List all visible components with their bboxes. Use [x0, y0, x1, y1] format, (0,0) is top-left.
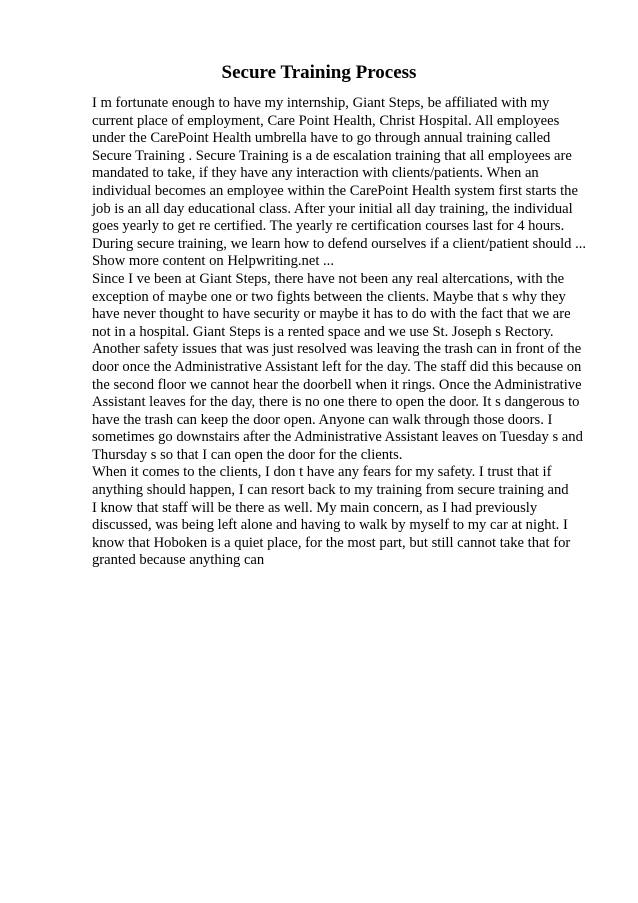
body-line: When it comes to the clients, I don t have any fears for my safety. I trust that if [92, 464, 552, 481]
body-line: exception of maybe one or two fights between the clients. Maybe that s why they [92, 288, 566, 305]
body-line: discussed, was being left alone and having to walk by myself to my car at night. I [92, 517, 568, 534]
body-line: Thursday s so that I can open the door for the clients. [92, 446, 403, 463]
body-line: anything should happen, I can resort back to my training from secure training and [92, 482, 569, 499]
body-line: granted because anything can [92, 552, 265, 569]
body-line: the second floor we cannot hear the doorbell when it rings. Once the Administrative [92, 376, 582, 393]
body-line: job is an all day educational class. After your initial all day training, the individual [92, 200, 573, 217]
show-more-link[interactable]: Show more content on Helpwriting.net ... [92, 253, 334, 270]
document-title: Secure Training Process [221, 62, 417, 83]
body-line: During secure training, we learn how to defend ourselves if a client/patient should ... [92, 235, 587, 252]
body-line: individual becomes an employee within the CarePoint Health system first starts the [92, 182, 578, 199]
body-line: not in a hospital. Giant Steps is a rented space and we use St. Joseph s Rectory. [92, 323, 554, 340]
body-line: I know that staff will be there as well. My main concern, as I had previously [92, 499, 538, 516]
body-line: Another safety issues that was just resolved was leaving the trash can in front of the [92, 341, 582, 358]
body-line: have the trash can keep the door open. Anyone can walk through those doors. I [92, 411, 553, 428]
body-line: goes yearly to get re certified. The yearly re certification courses last for 4 hours. [92, 218, 565, 235]
body-line: current place of employment, Care Point Health, Christ Hospital. All employees [92, 112, 560, 129]
body-line: have never thought to have security or maybe it has to do with the fact that we are [92, 306, 571, 323]
document-body [92, 95, 587, 570]
body-line: Secure Training . Secure Training is a de escalation training that all employees are [92, 147, 572, 164]
body-line: I m fortunate enough to have my internship, Giant Steps, be affiliated with my [92, 95, 550, 111]
body-line: sometimes go downstairs after the Administrative Assistant leaves on Tuesday s and [92, 429, 583, 446]
body-line: Assistant leaves for the day, there is no one there to open the door. It s dangerous to [92, 394, 580, 411]
body-line: know that Hoboken is a quiet place, for the most part, but still cannot take that for [92, 534, 571, 551]
body-line: under the CarePoint Health umbrella have to go through annual training called [92, 130, 551, 147]
body-line: mandated to take, if they have any interaction with clients/patients. When an [92, 165, 539, 182]
body-line: Since I ve been at Giant Steps, there have not been any real altercations, with the [92, 270, 565, 287]
body-line: door once the Administrative Assistant left for the day. The staff did this because on [92, 358, 582, 375]
